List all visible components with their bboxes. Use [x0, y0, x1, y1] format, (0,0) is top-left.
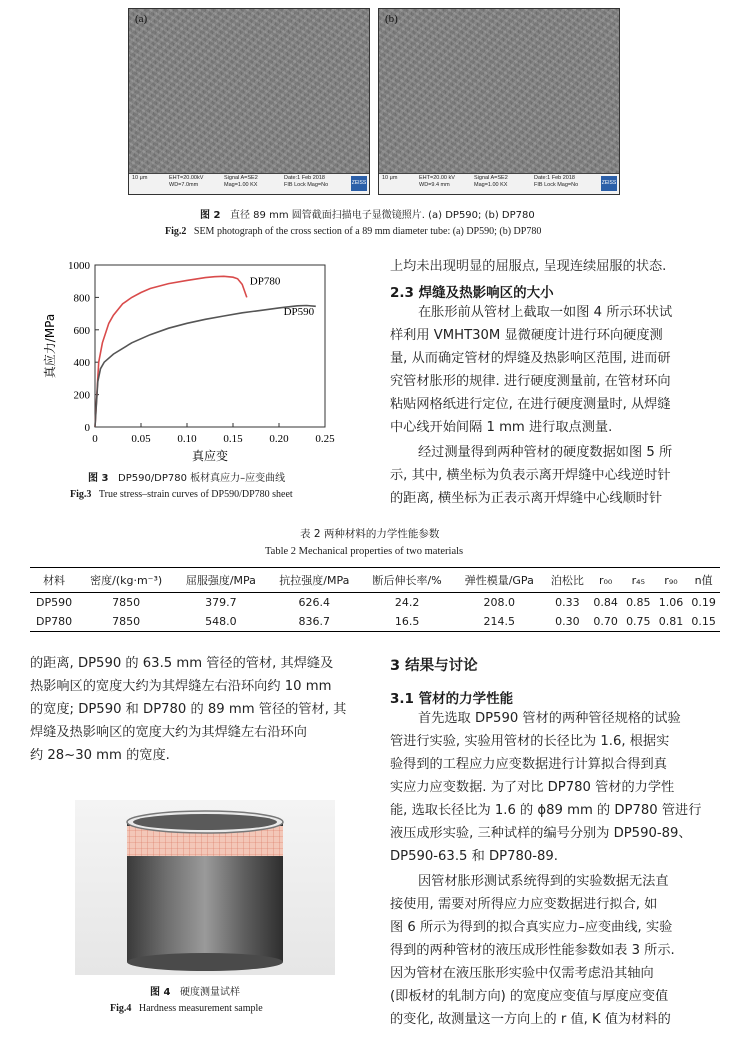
- paragraph-line: 量, 从而确定管材的焊缝及热影响区范围, 进而研: [390, 351, 671, 366]
- x-tick-label: 0.10: [177, 433, 197, 445]
- paragraph-line: 的变化, 故测量这一方向上的 r 值, K 值为材料的: [390, 1012, 671, 1027]
- paragraph-line: 样利用 VMHT30M 显微硬度计进行环向硬度测: [390, 328, 663, 343]
- x-tick-label: 0.05: [131, 433, 151, 445]
- zeiss-logo: ZEISS: [351, 176, 367, 191]
- heading-3-1: 3.1 管材的力学性能: [390, 691, 514, 707]
- hardness-sample-photo: [75, 800, 335, 975]
- heading-2-3: 2.3 焊缝及热影响区的大小: [390, 285, 554, 301]
- panel-label-a: (a): [135, 13, 148, 25]
- y-tick-label: 800: [73, 292, 90, 305]
- x-tick-label: 0: [92, 433, 98, 445]
- sem-image-b: [378, 8, 620, 195]
- paragraph-line: 的距离, DP590 的 63.5 mm 管径的管材, 其焊缝及: [30, 656, 334, 671]
- paragraph-line: 的距离, 横坐标为正表示离开焊缝中心线顺时针: [390, 491, 663, 506]
- y-tick-label: 600: [73, 324, 90, 337]
- paragraph-line: 的宽度; DP590 和 DP780 的 89 mm 管径的管材, 其: [30, 702, 347, 717]
- table2-title-cn: 表 2 两种材料的力学性能参数: [300, 528, 440, 540]
- paragraph-line: 焊缝及热影响区的宽度大约为其焊缝左右沿环向: [30, 725, 307, 740]
- paragraph-line: 液压成形实验, 三种试样的编号分别为 DP590-89、: [390, 826, 692, 841]
- table-row: DP590 7850 379.7 626.4 24.2 208.0 0.33 0.84 0.85 1.06 0.19: [36, 596, 716, 609]
- stress-strain-chart: [40, 255, 340, 465]
- sem-info-bar-b: 10 μm EHT=20.00 kV WD=9.4 mm Signal A=SE2 Mag=1.00 KX Date:1 Feb 2018 FIB Lock Mag=No ZEISS: [379, 173, 619, 194]
- fig2-caption-en: Fig.2 SEM photograph of the cross section of a 89 mm diameter tube: (a) DP590; (b) DP780: [165, 226, 542, 237]
- section-heading-3: 3 结果与讨论: [390, 658, 478, 674]
- y-axis-label: 真应力/MPa: [43, 313, 57, 379]
- fig2-caption-cn: 图 2 直径 89 mm 圆管截面扫描电子显微镜照片. (a) DP590; (b) DP780: [200, 210, 535, 221]
- tube-sample-image: [75, 800, 335, 975]
- paragraph-line: 得到的两种管材的液压成形性能参数如表 3 所示.: [390, 943, 675, 958]
- paragraph-line: 图 6 所示为得到的拟合真实应力–应变曲线, 实验: [390, 920, 673, 935]
- y-tick-label: 0: [84, 422, 90, 434]
- series-line-dp590: [95, 306, 316, 428]
- x-tick-label: 0.15: [223, 433, 243, 445]
- paragraph-line: 粘贴网格纸进行定位, 在进行硬度测量时, 从焊缝: [390, 397, 671, 412]
- paragraph-continuation: 上均未出现明显的屈服点, 呈现连续屈服的状态.: [390, 259, 667, 274]
- paragraph-line: DP590-63.5 和 DP780-89.: [390, 849, 558, 864]
- paragraph-line: 中心线开始间隔 1 mm 进行取点测量.: [390, 420, 613, 435]
- series-label-dp590: DP590: [283, 306, 315, 319]
- paragraph-line: 管进行实验, 实验用管材的长径比为 1.6, 根据实: [390, 734, 670, 749]
- table2-title-en: Table 2 Mechanical properties of two materials: [265, 546, 464, 557]
- fig4-caption-cn: 图 4 硬度测量试样: [150, 987, 240, 998]
- paragraph-line: 接使用, 需要对所得应力应变数据进行拟合, 如: [390, 897, 658, 912]
- paragraph-line: (即板材的轧制方向) 的宽度应变值与厚度应变值: [390, 989, 669, 1004]
- series-label-dp780: DP780: [249, 275, 281, 288]
- paragraph-line: 首先选取 DP590 管材的两种管径规格的试验: [418, 711, 681, 726]
- paragraph-line: 能, 选取长径比为 1.6 的 ϕ89 mm 的 DP780 管进行: [390, 803, 702, 818]
- paragraph-line: 实应力应变数据. 为了对比 DP780 管材的力学性: [390, 780, 675, 795]
- sem-info-bar-a: 10 μm EHT=20.00kV WD=7.0mm Signal A=SE2 Mag=1.00 KX Date:1 Feb 2018 FIB Lock Mag=No ZEISS: [129, 173, 369, 194]
- sem-image-a: [128, 8, 370, 195]
- y-tick-label: 400: [73, 357, 90, 370]
- table-header-row: 材料 密度/(kg·m⁻³) 屈服强度/MPa 抗拉强度/MPa 断后伸长率/% 弹性模量/GPa 泊松比 r₀₀ r₄₅ r₉₀ n值: [30, 568, 720, 593]
- y-tick-label: 1000: [68, 260, 90, 272]
- table-row: DP780 7850 548.0 836.7 16.5 214.5 0.30 0.70 0.75 0.81 0.15: [30, 612, 720, 632]
- plot-frame: [95, 265, 325, 427]
- x-axis-label: 真应变: [191, 449, 229, 463]
- zeiss-logo: ZEISS: [601, 176, 617, 191]
- mechanical-properties-table: [30, 567, 720, 632]
- paragraph-line: 究管材胀形的规律. 进行硬度测量前, 在管材环向: [390, 374, 671, 389]
- paragraph-line: 示, 其中, 横坐标为负表示离开焊缝中心线逆时针: [390, 468, 671, 483]
- paragraph-line: 经过测量得到两种管材的硬度数据如图 5 所: [418, 445, 673, 460]
- fig3-caption-en: Fig.3 True stress–strain curves of DP590/DP780 sheet: [70, 489, 293, 500]
- paragraph-line: 验得到的工程应力应变数据进行计算拟合得到真: [390, 757, 667, 772]
- paragraph-line: 在胀形前从管材上截取一如图 4 所示环状试: [418, 305, 673, 320]
- x-tick-label: 0.20: [269, 433, 289, 445]
- x-tick-label: 0.25: [315, 433, 335, 445]
- y-tick-label: 200: [73, 389, 90, 402]
- panel-label-b: (b): [385, 13, 398, 25]
- paragraph-line: 因管材胀形测试系统得到的实验数据无法直: [418, 874, 669, 889]
- fig4-caption-en: Fig.4 Hardness measurement sample: [110, 1003, 263, 1014]
- paragraph-line: 热影响区的宽度大约为其焊缝左右沿环向约 10 mm: [30, 679, 332, 694]
- paragraph-line: 约 28~30 mm 的宽度.: [30, 748, 170, 763]
- paragraph-line: 因为管材在液压胀形实验中仅需考虑沿其轴向: [390, 966, 654, 981]
- fig3-caption-cn: 图 3 DP590/DP780 板材真应力–应变曲线: [88, 473, 286, 484]
